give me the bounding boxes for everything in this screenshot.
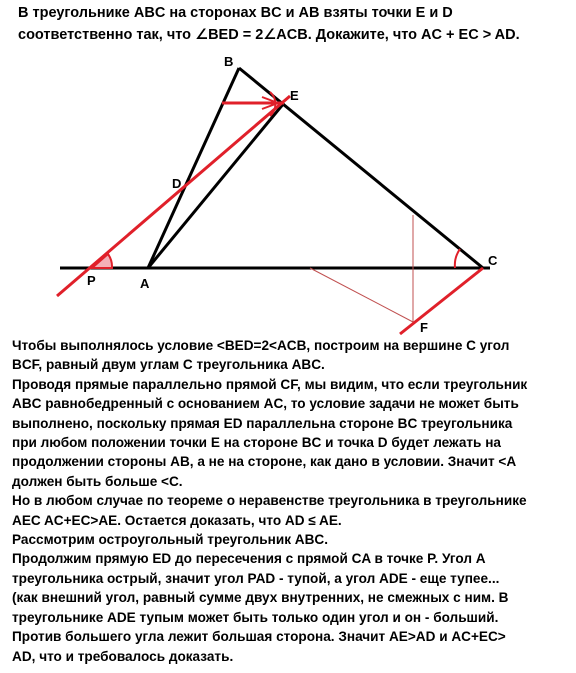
label-e: E	[290, 88, 299, 103]
solution-line: Проводя прямые параллельно прямой CF, мы видим, что если треугольник	[12, 376, 528, 392]
problem-line-2: соответственно так, что ∠BED = 2∠ACB. Докажите, что AC + EC > AD.	[18, 27, 520, 43]
solution-line: AEC AC+EC>AE. Остается доказать, что AD ≤ AE.	[12, 512, 342, 528]
solution-line: Против большего угла лежит большая сторона. Значит AE>AD и AC+EC>	[12, 629, 506, 645]
segment-ae	[148, 103, 284, 268]
angle-arc-c	[455, 249, 460, 268]
problem-statement	[18, 2, 568, 46]
label-f: F	[420, 320, 428, 335]
label-a: A	[140, 276, 150, 291]
solution-line: Рассмотрим остроугольный треугольник ABC.	[12, 532, 329, 548]
solution-line: продолжении стороны AB, а не на стороне, как дано в условии. Значит <A	[12, 454, 517, 470]
solution-line: Но в любом случае по теореме о неравенстве треугольника в треугольнике	[12, 493, 527, 509]
problem-line-1: В треугольнике ABC на сторонах BC и AB взяты точки E и D	[18, 5, 453, 21]
solution-line: (как внешний угол, равный сумме двух внутренних, не смежных с ним. В	[12, 590, 509, 606]
solution-line: должен быть больше <C.	[12, 473, 183, 489]
label-d: D	[172, 176, 182, 191]
solution-line: выполнено, поскольку прямая ED параллельна стороне BC треугольника	[12, 415, 513, 431]
line-cf	[400, 268, 483, 334]
side-bc	[239, 68, 483, 268]
solution-line: при любом положении точки Е на стороне BC и точка D будет лежать на	[12, 435, 501, 451]
solution-line: Продолжим прямую ED до пересечения с прямой CA в точке P. Угол A	[12, 551, 486, 567]
solution-line: ABC равнобедренный с основанием AC, то условие задачи не может быть	[12, 396, 519, 412]
line-ed-extended	[57, 96, 290, 296]
construction-line-2	[310, 268, 413, 322]
label-b: B	[224, 54, 234, 69]
side-ab	[148, 68, 239, 268]
solution-line: треугольника острый, значит угол PAD - тупой, а угол ADE - еще тупее...	[12, 570, 500, 586]
solution-text	[12, 336, 572, 666]
solution-line: AD, что и требовалось доказать.	[12, 648, 234, 664]
solution-line: BCF, равный двум углам С треугольника ABC.	[12, 357, 325, 373]
label-p: P	[87, 273, 96, 288]
solution-line: треугольнике ADE тупым может быть только один угол и он - больший.	[12, 609, 499, 625]
solution-line: Чтобы выполнялось условие <BED=2<ACB, построим на вершине С угол	[12, 338, 510, 353]
geometry-figure	[0, 50, 576, 340]
label-c: C	[488, 253, 498, 268]
